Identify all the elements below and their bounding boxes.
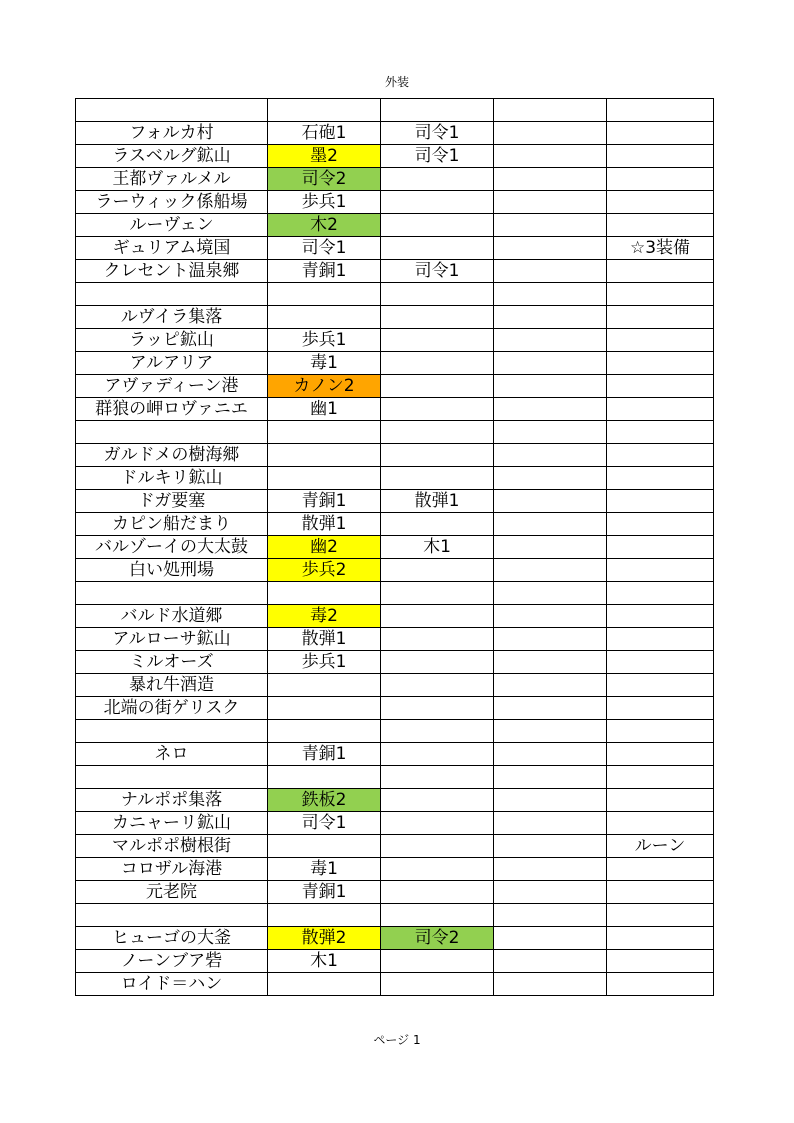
item-cell	[381, 582, 494, 605]
item-cell	[607, 283, 714, 306]
item-cell	[268, 467, 381, 490]
table-row	[76, 973, 714, 996]
location-name-cell: ドガ要塞	[76, 490, 268, 513]
item-cell	[607, 306, 714, 329]
item-cell	[381, 674, 494, 697]
location-name-cell	[76, 582, 268, 605]
table-row	[76, 881, 714, 904]
table-row	[76, 375, 714, 398]
item-cell	[607, 375, 714, 398]
item-cell: 鉄板2	[268, 789, 381, 812]
item-cell	[607, 99, 714, 122]
location-name-cell: バルド水道郷	[76, 605, 268, 628]
item-cell: 歩兵1	[268, 329, 381, 352]
table-row	[76, 904, 714, 927]
item-cell	[607, 145, 714, 168]
item-cell	[494, 237, 607, 260]
item-cell	[381, 950, 494, 973]
location-name-cell: クレセント温泉郷	[76, 260, 268, 283]
item-cell	[268, 306, 381, 329]
location-name-cell: ナルポポ集落	[76, 789, 268, 812]
item-cell	[381, 283, 494, 306]
location-name-cell: ギュリアム境国	[76, 237, 268, 260]
item-cell	[607, 214, 714, 237]
item-cell	[381, 214, 494, 237]
item-cell	[268, 444, 381, 467]
item-cell	[381, 99, 494, 122]
item-cell: 木1	[381, 536, 494, 559]
item-cell	[494, 444, 607, 467]
item-cell	[494, 260, 607, 283]
item-cell	[494, 881, 607, 904]
item-cell	[381, 467, 494, 490]
item-cell	[494, 329, 607, 352]
item-cell	[607, 904, 714, 927]
item-cell	[268, 421, 381, 444]
sheet-header-title: 外装	[384, 75, 409, 89]
item-cell: 散弾1	[268, 628, 381, 651]
item-cell: カノン2	[268, 375, 381, 398]
equipment-table-body	[76, 99, 714, 996]
item-cell	[494, 720, 607, 743]
item-cell: 散弾1	[268, 513, 381, 536]
item-cell	[381, 789, 494, 812]
table-row	[76, 789, 714, 812]
item-cell	[607, 651, 714, 674]
table-row	[76, 812, 714, 835]
item-cell	[381, 904, 494, 927]
equipment-table	[75, 98, 714, 996]
item-cell	[607, 490, 714, 513]
item-cell	[381, 559, 494, 582]
item-cell	[607, 352, 714, 375]
table-row	[76, 122, 714, 145]
item-cell	[381, 881, 494, 904]
item-cell	[268, 582, 381, 605]
location-name-cell	[76, 283, 268, 306]
location-name-cell: 王都ヴァルメル	[76, 168, 268, 191]
item-cell	[494, 490, 607, 513]
item-cell	[494, 99, 607, 122]
item-cell	[494, 858, 607, 881]
item-cell	[607, 674, 714, 697]
item-cell: 司令1	[381, 260, 494, 283]
item-cell: 石砲1	[268, 122, 381, 145]
item-cell	[494, 467, 607, 490]
table-row	[76, 513, 714, 536]
item-cell: 毒1	[268, 352, 381, 375]
item-cell	[494, 375, 607, 398]
item-cell	[607, 927, 714, 950]
item-cell	[268, 720, 381, 743]
item-cell	[268, 835, 381, 858]
item-cell	[494, 398, 607, 421]
table-row	[76, 398, 714, 421]
item-cell	[607, 858, 714, 881]
item-cell	[607, 398, 714, 421]
location-name-cell: ロイド＝ハン	[76, 973, 268, 996]
table-row	[76, 214, 714, 237]
item-cell	[494, 766, 607, 789]
item-cell	[494, 168, 607, 191]
item-cell	[381, 513, 494, 536]
item-cell	[494, 927, 607, 950]
table-row	[76, 605, 714, 628]
table-row	[76, 720, 714, 743]
item-cell	[607, 697, 714, 720]
item-cell: 司令2	[268, 168, 381, 191]
item-cell: 司令1	[268, 237, 381, 260]
table-row	[76, 559, 714, 582]
location-name-cell: アヴァディーン港	[76, 375, 268, 398]
item-cell	[381, 329, 494, 352]
item-cell	[607, 766, 714, 789]
item-cell	[381, 697, 494, 720]
location-name-cell: ミルオーズ	[76, 651, 268, 674]
item-cell	[607, 444, 714, 467]
item-cell	[494, 191, 607, 214]
item-cell	[607, 743, 714, 766]
location-name-cell: ガルドメの樹海郷	[76, 444, 268, 467]
item-cell	[607, 122, 714, 145]
item-cell	[607, 881, 714, 904]
table-row	[76, 582, 714, 605]
table-row	[76, 697, 714, 720]
item-cell	[381, 168, 494, 191]
table-row	[76, 306, 714, 329]
location-name-cell: フォルカ村	[76, 122, 268, 145]
table-row	[76, 490, 714, 513]
table-row	[76, 99, 714, 122]
location-name-cell: ヒューゴの大釜	[76, 927, 268, 950]
table-row	[76, 835, 714, 858]
location-name-cell	[76, 421, 268, 444]
table-row	[76, 628, 714, 651]
item-cell	[494, 513, 607, 536]
item-cell: 墨2	[268, 145, 381, 168]
item-cell	[494, 628, 607, 651]
location-name-cell: マルポポ樹根街	[76, 835, 268, 858]
item-cell	[268, 283, 381, 306]
location-name-cell: 白い処刑場	[76, 559, 268, 582]
item-cell	[607, 812, 714, 835]
location-name-cell: バルゾーイの大太鼓	[76, 536, 268, 559]
item-cell	[494, 306, 607, 329]
location-name-cell	[76, 720, 268, 743]
location-name-cell: ルヴイラ集落	[76, 306, 268, 329]
page-number-footer: ページ 1	[373, 1033, 421, 1047]
item-cell	[268, 99, 381, 122]
location-name-cell: 北端の街ゲリスク	[76, 697, 268, 720]
item-cell	[381, 605, 494, 628]
item-cell: 毒1	[268, 858, 381, 881]
item-cell	[381, 306, 494, 329]
item-cell	[607, 720, 714, 743]
table-row	[76, 352, 714, 375]
location-name-cell	[76, 99, 268, 122]
item-cell	[607, 260, 714, 283]
item-cell	[494, 352, 607, 375]
item-cell: 司令1	[381, 145, 494, 168]
item-cell	[494, 559, 607, 582]
location-name-cell: カピン船だまり	[76, 513, 268, 536]
item-cell	[494, 283, 607, 306]
item-cell	[381, 421, 494, 444]
item-cell: 青銅1	[268, 881, 381, 904]
item-cell	[494, 789, 607, 812]
item-cell: ☆3装備	[607, 237, 714, 260]
item-cell: 歩兵1	[268, 651, 381, 674]
item-cell	[381, 375, 494, 398]
table-row	[76, 743, 714, 766]
table-row	[76, 283, 714, 306]
item-cell	[381, 720, 494, 743]
table-row	[76, 237, 714, 260]
item-cell: 散弾2	[268, 927, 381, 950]
item-cell	[494, 421, 607, 444]
location-name-cell: 群狼の岬ロヴァニエ	[76, 398, 268, 421]
item-cell	[381, 628, 494, 651]
location-name-cell: ネロ	[76, 743, 268, 766]
location-name-cell: コロザル海港	[76, 858, 268, 881]
item-cell	[494, 651, 607, 674]
item-cell: 司令1	[268, 812, 381, 835]
item-cell	[607, 582, 714, 605]
item-cell	[494, 214, 607, 237]
item-cell	[494, 697, 607, 720]
location-name-cell: 元老院	[76, 881, 268, 904]
item-cell	[494, 835, 607, 858]
location-name-cell	[76, 766, 268, 789]
table-row	[76, 444, 714, 467]
item-cell	[607, 191, 714, 214]
item-cell	[381, 835, 494, 858]
table-row	[76, 536, 714, 559]
item-cell: 幽1	[268, 398, 381, 421]
item-cell	[381, 352, 494, 375]
item-cell: 司令1	[381, 122, 494, 145]
item-cell	[268, 766, 381, 789]
item-cell	[381, 812, 494, 835]
table-row	[76, 950, 714, 973]
table-row	[76, 651, 714, 674]
item-cell	[494, 812, 607, 835]
item-cell	[607, 513, 714, 536]
item-cell	[381, 444, 494, 467]
item-cell: 歩兵2	[268, 559, 381, 582]
table-row	[76, 927, 714, 950]
item-cell	[268, 973, 381, 996]
item-cell: 青銅1	[268, 743, 381, 766]
table-row	[76, 329, 714, 352]
item-cell	[607, 421, 714, 444]
location-name-cell: ラッピ鉱山	[76, 329, 268, 352]
item-cell	[381, 651, 494, 674]
item-cell: ルーン	[607, 835, 714, 858]
item-cell	[494, 145, 607, 168]
item-cell	[381, 398, 494, 421]
item-cell	[381, 237, 494, 260]
location-name-cell	[76, 904, 268, 927]
item-cell: 幽2	[268, 536, 381, 559]
item-cell	[381, 858, 494, 881]
location-name-cell: ノーンブア砦	[76, 950, 268, 973]
location-name-cell: ラーウィック係船場	[76, 191, 268, 214]
item-cell	[494, 582, 607, 605]
item-cell: 散弾1	[381, 490, 494, 513]
item-cell: 司令2	[381, 927, 494, 950]
item-cell	[381, 743, 494, 766]
table-row	[76, 191, 714, 214]
item-cell	[381, 191, 494, 214]
location-name-cell: アルアリア	[76, 352, 268, 375]
item-cell	[268, 674, 381, 697]
location-name-cell: カニャーリ鉱山	[76, 812, 268, 835]
item-cell	[607, 168, 714, 191]
item-cell	[494, 950, 607, 973]
item-cell	[607, 605, 714, 628]
location-name-cell: アルローサ鉱山	[76, 628, 268, 651]
item-cell	[607, 536, 714, 559]
table-row	[76, 168, 714, 191]
table-row	[76, 766, 714, 789]
item-cell	[381, 973, 494, 996]
item-cell	[607, 559, 714, 582]
item-cell	[494, 605, 607, 628]
item-cell	[607, 973, 714, 996]
item-cell	[494, 122, 607, 145]
location-name-cell: 暴れ牛酒造	[76, 674, 268, 697]
item-cell: 木2	[268, 214, 381, 237]
item-cell	[268, 697, 381, 720]
item-cell: 毒2	[268, 605, 381, 628]
item-cell	[494, 674, 607, 697]
table-row	[76, 421, 714, 444]
item-cell	[607, 789, 714, 812]
item-cell	[494, 973, 607, 996]
item-cell	[494, 904, 607, 927]
item-cell: 青銅1	[268, 260, 381, 283]
table-row	[76, 858, 714, 881]
location-name-cell: ドルキリ鉱山	[76, 467, 268, 490]
item-cell	[607, 329, 714, 352]
item-cell: 青銅1	[268, 490, 381, 513]
item-cell	[607, 628, 714, 651]
item-cell	[494, 743, 607, 766]
item-cell	[607, 467, 714, 490]
location-name-cell: ルーヴェン	[76, 214, 268, 237]
item-cell: 木1	[268, 950, 381, 973]
table-row	[76, 467, 714, 490]
item-cell: 歩兵1	[268, 191, 381, 214]
location-name-cell: ラスベルグ鉱山	[76, 145, 268, 168]
item-cell	[494, 536, 607, 559]
table-row	[76, 260, 714, 283]
table-row	[76, 674, 714, 697]
item-cell	[607, 950, 714, 973]
table-row	[76, 145, 714, 168]
item-cell	[268, 904, 381, 927]
item-cell	[381, 766, 494, 789]
